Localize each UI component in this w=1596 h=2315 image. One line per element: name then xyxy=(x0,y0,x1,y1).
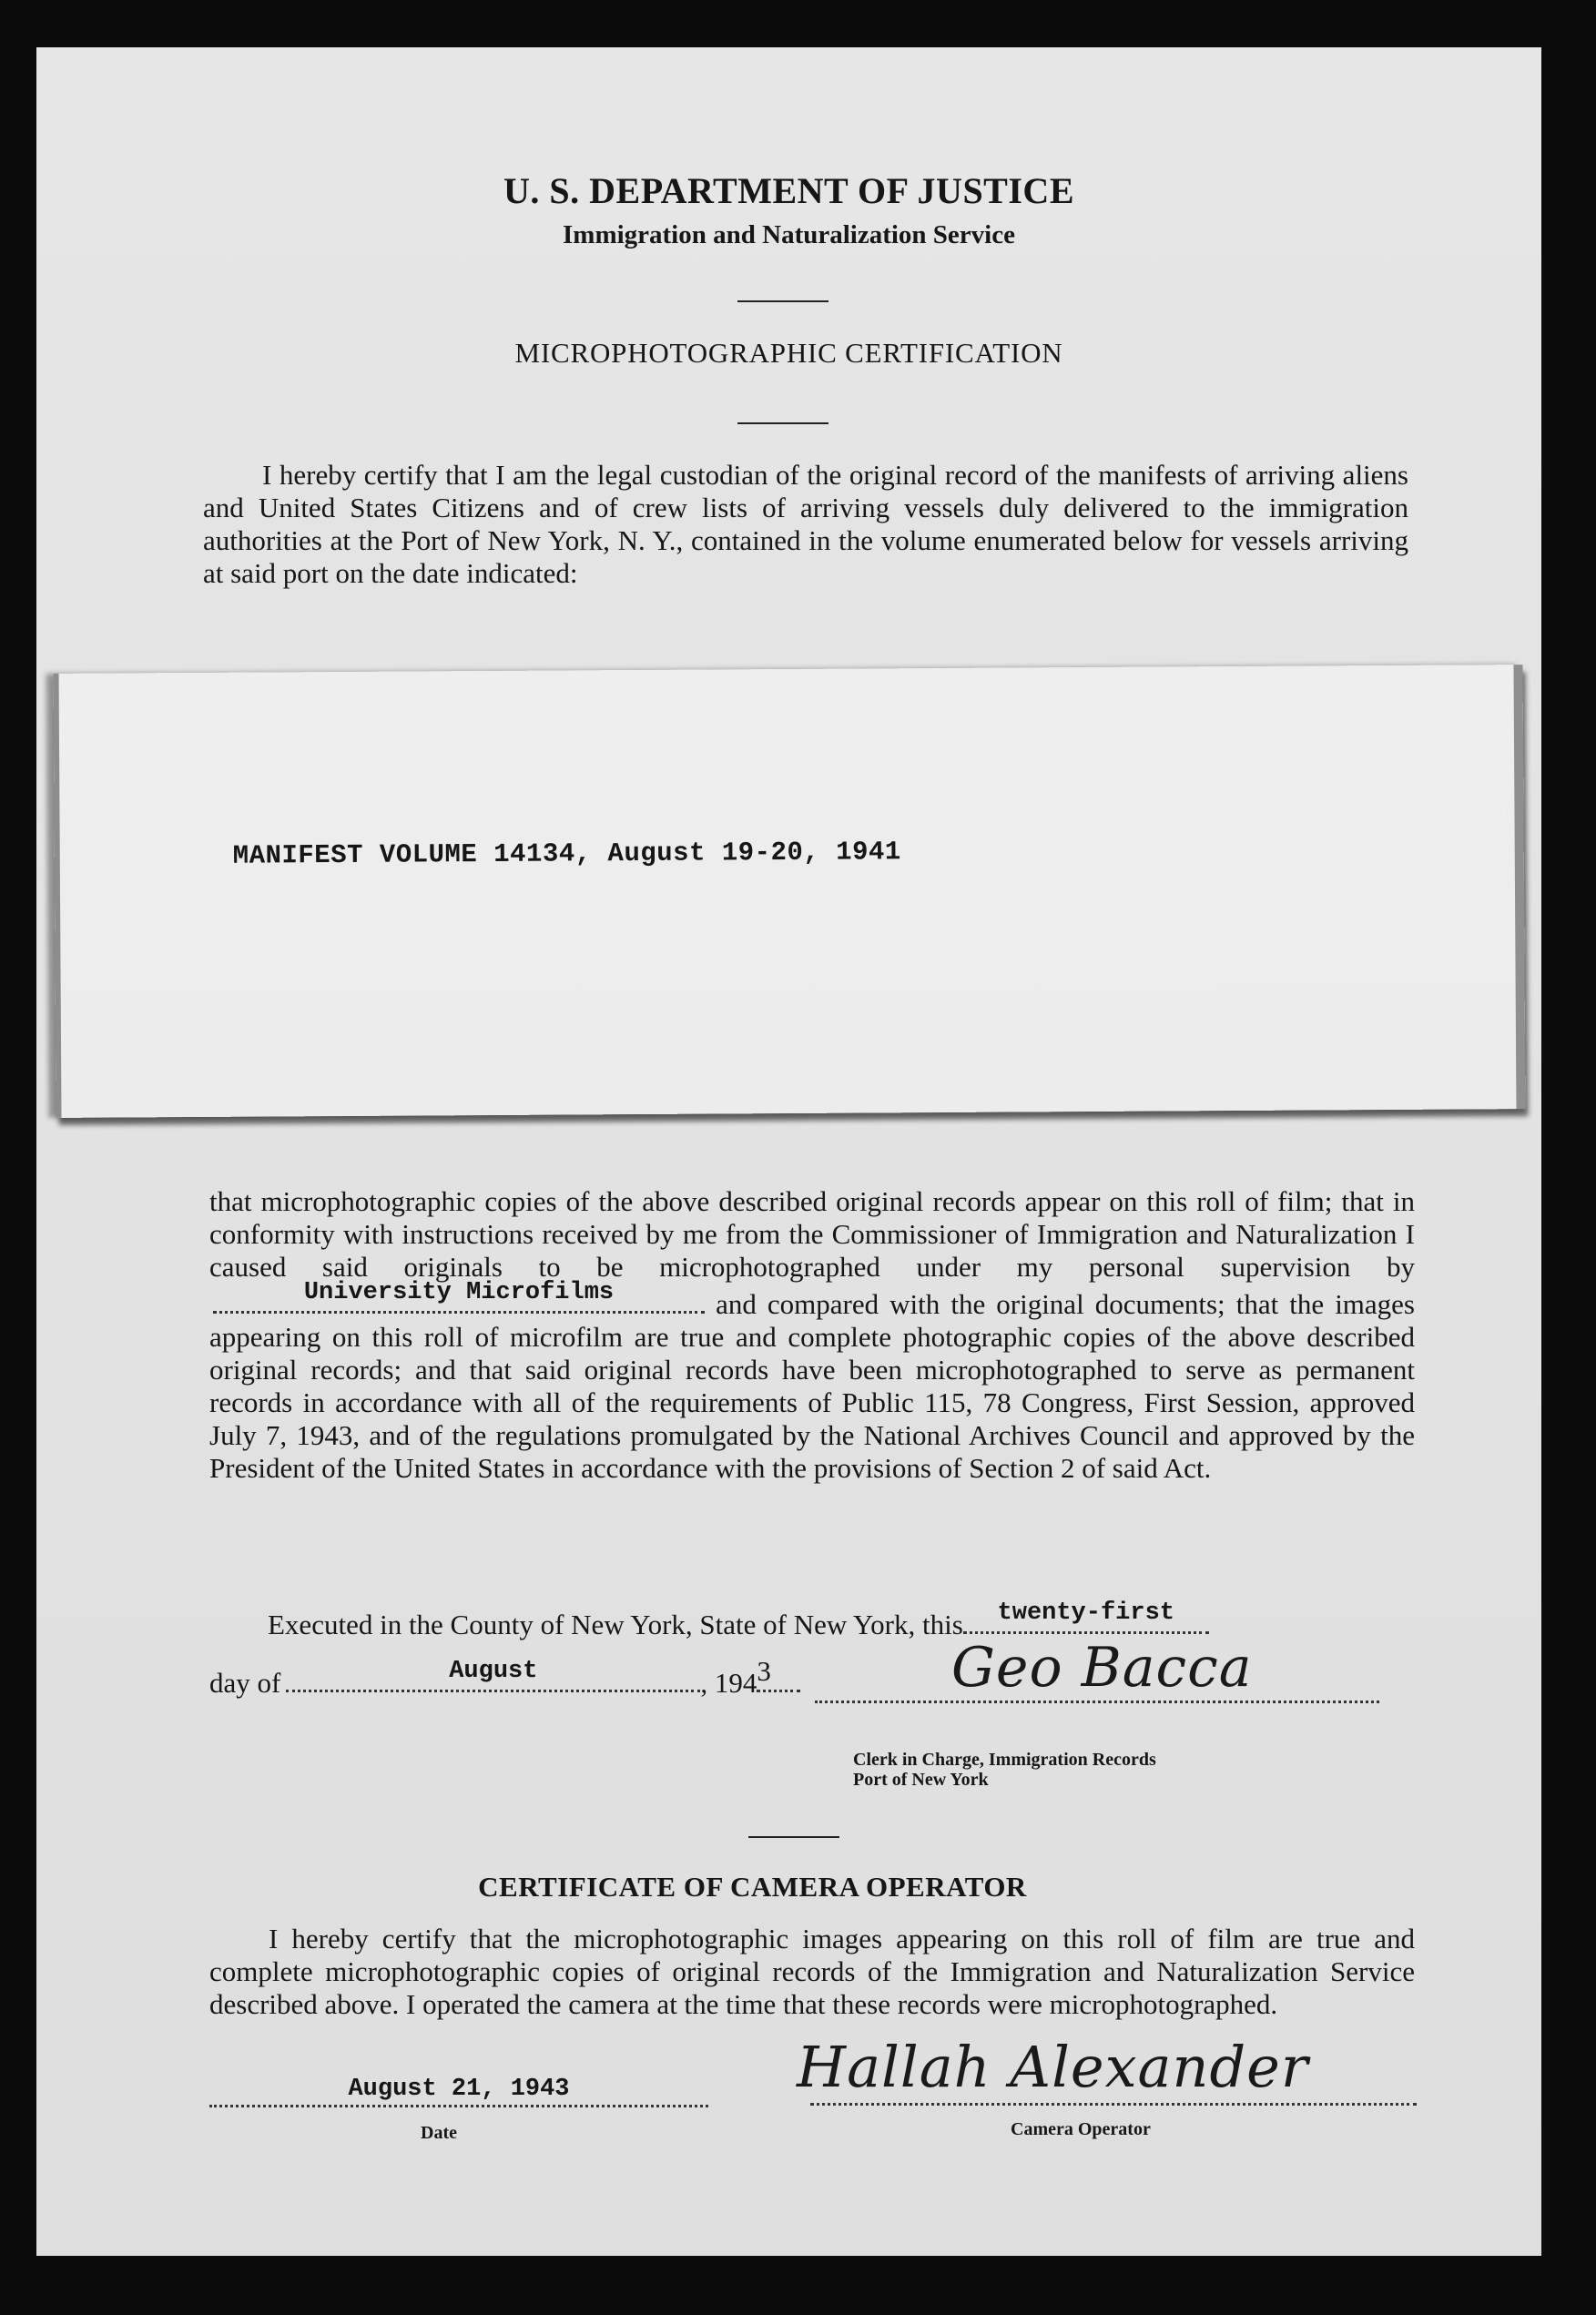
certificate-sheet xyxy=(36,47,1541,2256)
year-prefix: , 194 xyxy=(700,1667,757,1699)
clerk-signature-line xyxy=(815,1701,1379,1703)
camera-operator-signature-line xyxy=(810,2103,1417,2106)
manifest-volume-text: MANIFEST VOLUME 14134, August 19-20, 1941 xyxy=(232,837,901,871)
supervisor-field xyxy=(213,1279,705,1314)
executed-text: Executed in the County of New York, State of New York, this xyxy=(268,1609,963,1640)
month-field xyxy=(286,1658,700,1692)
supervisor-value: University Microfilms xyxy=(303,1279,615,1306)
clerk-title-line1: Clerk in Charge, Immigration Records xyxy=(853,1750,1156,1770)
divider xyxy=(737,422,828,424)
certification-title: MICROPHOTOGRAPHIC CERTIFICATION xyxy=(514,337,1063,369)
volume-insert-slip xyxy=(54,665,1526,1118)
month-value: August xyxy=(449,1658,538,1685)
year-field xyxy=(757,1655,800,1692)
divider xyxy=(748,1836,839,1838)
body-text-after: and compared with the original documents; that the images appearing on this roll of microfilm are true and complete photographic copies of the above described original records; and that said original records have been microphotographed to serve as permanent records in accordance with all of the requirements of Public 115, 78 Congress, First Session, approved July 7, 1943, and of the regulations promulgated by the National Archives Council and approved by the President of the United States in accordance with the provisions of Section 2 of said Act. xyxy=(209,1288,1415,1484)
year-digit: 3 xyxy=(757,1655,771,1687)
day-of-label: day of xyxy=(209,1667,281,1699)
date-label: Date xyxy=(421,2123,457,2143)
camera-operator-signature: Hallah Alexander xyxy=(797,2034,1309,2100)
date-line xyxy=(209,1655,800,1700)
clerk-title-line2: Port of New York xyxy=(853,1770,989,1790)
day-value: twenty-first xyxy=(997,1599,1174,1627)
divider xyxy=(737,300,828,302)
camera-date-value: August 21, 1943 xyxy=(348,2076,570,2103)
clerk-signature: Geo Bacca xyxy=(951,1636,1253,1700)
clerk-title xyxy=(853,1750,1156,1790)
day-field xyxy=(963,1599,1209,1634)
camera-certificate-title: CERTIFICATE OF CAMERA OPERATOR xyxy=(478,1871,1027,1903)
body-paragraph xyxy=(209,1185,1415,1485)
intro-paragraph: I hereby certify that I am the legal custodian of the original record of the manifests of arriving aliens and United States Citizens and of crew lists of arriving vessels duly delivered to the immigration authorities at the Port of New York, N. Y., contained in the volume enumerated below for vessels arriving at said port on the date indicated: xyxy=(203,459,1408,589)
camera-operator-label: Camera Operator xyxy=(1011,2119,1151,2139)
camera-date-field xyxy=(209,2076,708,2107)
department-heading: U. S. DEPARTMENT OF JUSTICE xyxy=(503,170,1074,211)
service-heading: Immigration and Naturalization Service xyxy=(563,220,1015,249)
camera-certificate-text: I hereby certify that the microphotographic images appearing on this roll of film are true and complete microphotographic copies of original records of the Immigration and Naturalization Service described above. I operated the camera at the time that these records were microphotographed. xyxy=(209,1923,1415,2020)
body-text-before: that microphotographic copies of the above described original records appear on this roll of film; that in conformity with instructions received by me from the Commissioner of Immigration and Naturalization I caused said originals to be microphotographed under my personal supervision by xyxy=(209,1185,1415,1283)
